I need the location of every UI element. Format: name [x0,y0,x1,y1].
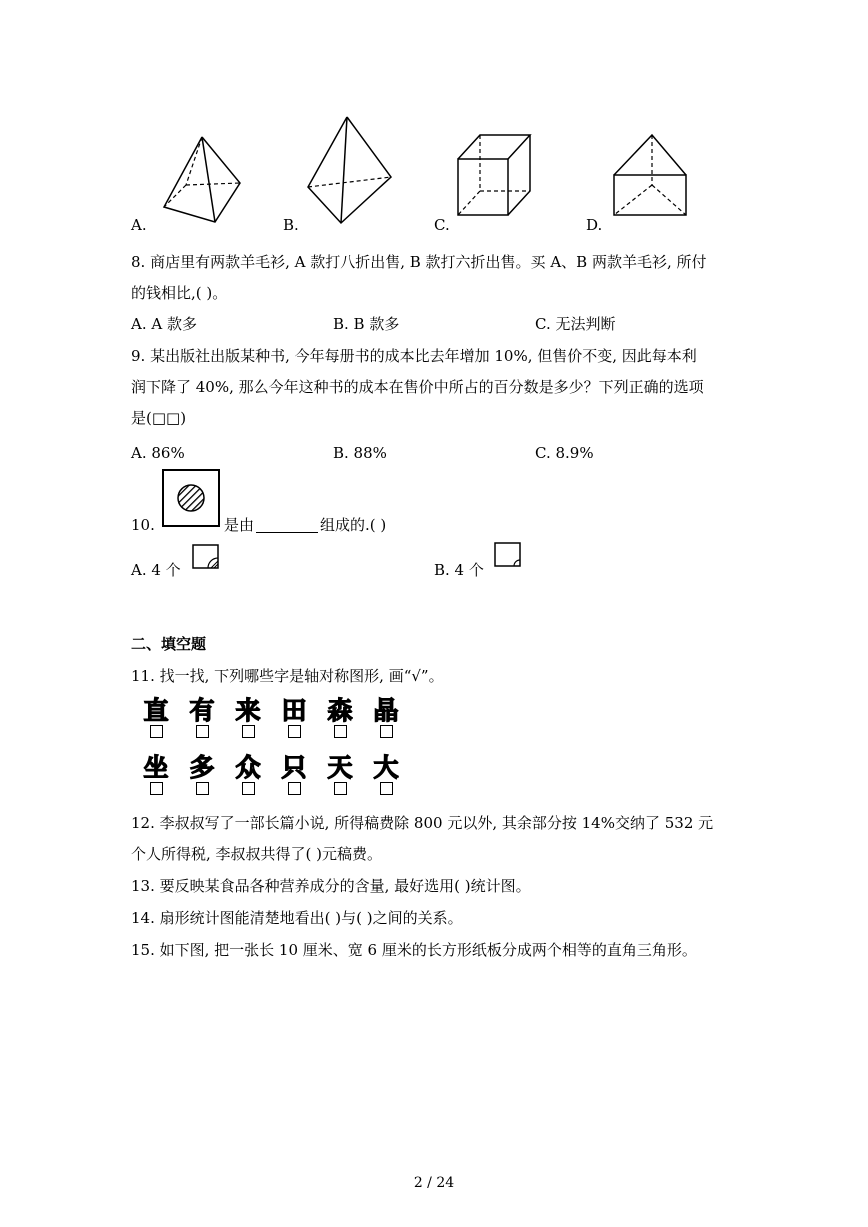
q9-option-a: A. 86% [131,444,185,462]
figure-a-label: A. [131,216,147,234]
q10-text-suffix: 组成的.( ) [320,516,387,534]
q8-option-b: B. B 款多 [333,315,400,333]
q12-text-line1: 12. 李叔叔写了一部长篇小说, 所得稿费除 800 元以外, 其余部分按 14%交纳了 532 元 [131,814,714,832]
q11-checkbox[interactable] [334,782,347,795]
q11-char-item [278,754,310,795]
q10-text-middle: 是由 [224,516,255,534]
q11-checkbox[interactable] [196,725,209,738]
q10-option-b-quarter-square-icon [494,542,522,568]
q11-checkbox[interactable] [150,782,163,795]
q11-char: 众 [235,753,261,782]
q12-text-line2: 个人所得税, 李叔叔共得了( )元稿费。 [131,845,383,863]
q8-option-a: A. A 款多 [131,315,197,333]
section-title-fill-in: 二、填空题 [131,635,207,653]
q11-checkbox[interactable] [242,782,255,795]
q9-text-line1: 9. 某出版社出版某种书, 今年每册书的成本比去年增加 10%, 但售价不变, 因此每本利 [131,347,697,365]
q9-text-line3: 是(□□) [131,409,187,427]
q11-char-item [186,697,218,738]
q11-char: 田 [281,696,307,725]
figure-c-cube [456,133,532,219]
q11-char: 只 [281,753,307,782]
q11-char-item [370,697,402,738]
q11-checkbox[interactable] [288,725,301,738]
q11-checkbox[interactable] [334,725,347,738]
q11-char-item [232,754,264,795]
figure-a-pyramid [160,135,245,225]
figure-d-triangular-prism [612,133,692,219]
q11-char: 坐 [143,753,169,782]
q11-checkbox[interactable] [380,725,393,738]
figure-b-tetrahedron [305,115,395,227]
q10-option-b: B. 4 个 [434,561,484,579]
q11-char-item [324,754,356,795]
q11-char: 晶 [373,696,399,725]
q10-number: 10. [131,516,155,534]
q11-char-item [324,697,356,738]
q9-text-line2: 润下降了 40%, 那么今年这种书的成本在售价中所占的百分数是多少？下列正确的选项 [131,378,704,396]
q9-option-c: C. 8.9% [535,444,594,462]
q11-checkbox[interactable] [150,725,163,738]
q8-text-line1: 8. 商店里有两款羊毛衫, A 款打八折出售, B 款打六折出售。买 A、B 两款羊毛衫, 所付 [131,253,707,271]
q10-option-a: A. 4 个 [131,561,181,579]
page-number: 2 / 24 [413,1175,455,1191]
q11-char-item [278,697,310,738]
q11-checkbox[interactable] [196,782,209,795]
q10-blank [256,518,318,533]
q15-text: 15. 如下图, 把一张长 10 厘米、宽 6 厘米的长方形纸板分成两个相等的直角三角形。 [131,941,697,959]
q10-shaded-square-figure [162,469,220,527]
q8-option-c: C. 无法判断 [535,315,616,333]
q9-option-b: B. 88% [333,444,387,462]
q11-char: 直 [143,696,169,725]
q11-checkbox[interactable] [288,782,301,795]
q11-char: 多 [189,753,215,782]
q11-char-item [370,754,402,795]
q11-char: 有 [189,696,215,725]
q11-char-item [140,754,172,795]
q11-char: 森 [327,696,353,725]
q11-checkbox[interactable] [380,782,393,795]
q8-text-line2: 的钱相比,( )。 [131,284,228,302]
figure-b-label: B. [283,216,299,234]
q10-option-a-quarter-square-icon [192,544,220,570]
q11-char: 大 [373,753,399,782]
q11-char-item [140,697,172,738]
figure-d-label: D. [586,216,603,234]
q11-char-item [186,754,218,795]
q13-text: 13. 要反映某食品各种营养成分的含量, 最好选用( )统计图。 [131,877,531,895]
q11-char: 来 [235,696,261,725]
q11-text: 11. 找一找, 下列哪些字是轴对称图形, 画“√”。 [131,667,444,685]
q11-char-item [232,697,264,738]
q11-char: 天 [327,753,353,782]
q14-text: 14. 扇形统计图能清楚地看出( )与( )之间的关系。 [131,909,463,927]
figure-c-label: C. [434,216,450,234]
q11-checkbox[interactable] [242,725,255,738]
